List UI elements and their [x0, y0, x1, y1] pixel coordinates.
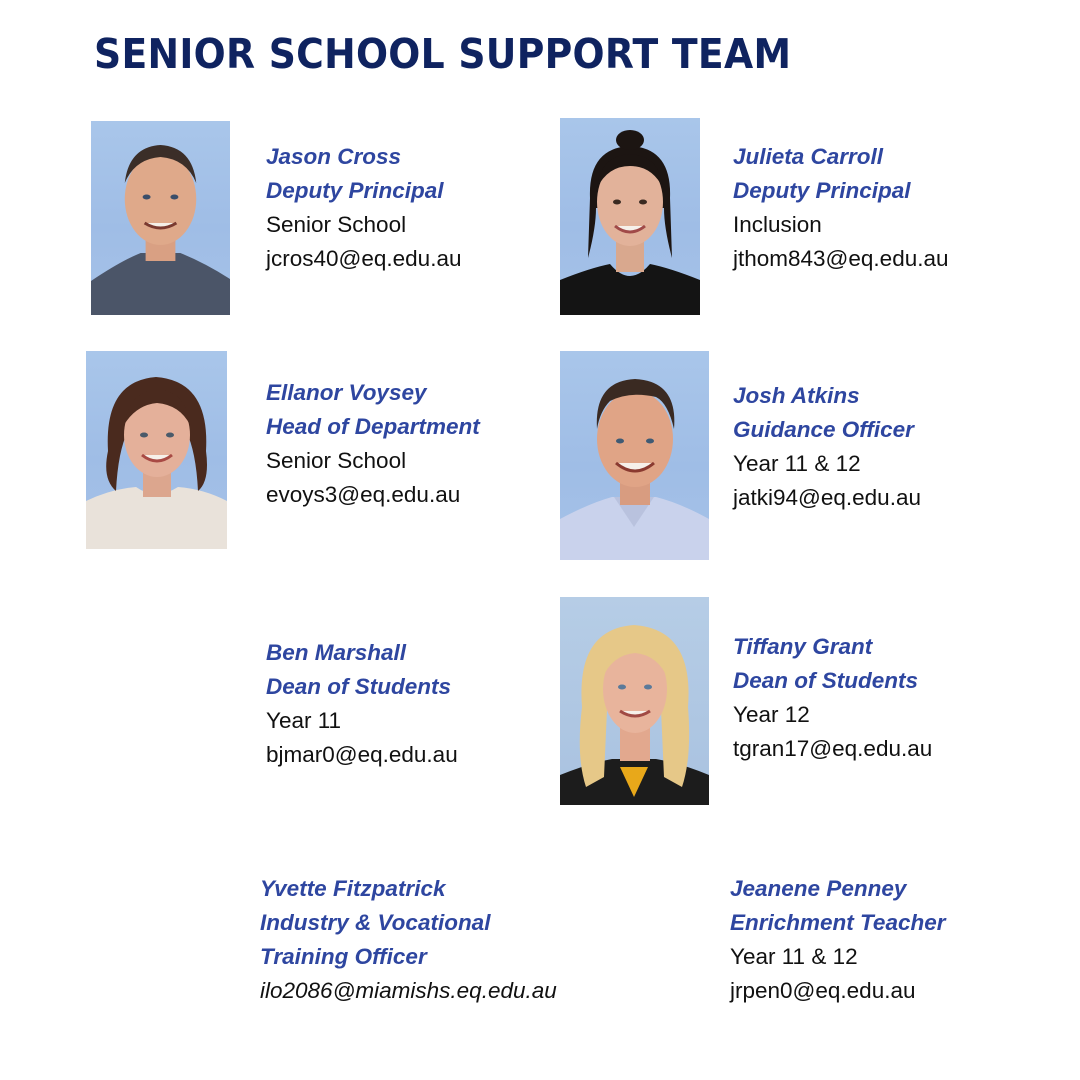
staff-area: Inclusion: [733, 212, 822, 237]
staff-name: Yvette Fitzpatrick: [260, 876, 446, 901]
staff-name: Jeanene Penney: [730, 876, 907, 901]
staff-role: Deputy Principal: [266, 178, 444, 203]
staff-photo-ellanor-voysey: [86, 351, 227, 549]
staff-area: Year 11: [266, 708, 342, 733]
staff-name: Josh Atkins: [733, 383, 860, 408]
staff-email[interactable]: bjmar0@eq.edu.au: [266, 742, 458, 767]
staff-photo-tiffany-grant: [560, 597, 709, 805]
staff-card-yvette-fitzpatrick: [260, 872, 557, 1008]
staff-role: Guidance Officer: [733, 417, 914, 442]
staff-area: Year 12: [733, 702, 810, 727]
staff-email[interactable]: tgran17@eq.edu.au: [733, 736, 933, 761]
staff-name: Jason Cross: [266, 144, 402, 169]
staff-email[interactable]: jcros40@eq.edu.au: [266, 246, 462, 271]
staff-role: Dean of Students: [266, 674, 452, 699]
staff-photo-josh-atkins: [560, 351, 709, 560]
staff-card-tiffany-grant: [733, 630, 932, 766]
staff-card-jason-cross: [266, 140, 461, 276]
staff-name: Tiffany Grant: [733, 634, 873, 659]
staff-role: Enrichment Teacher: [730, 910, 946, 935]
staff-role: Head of Department: [266, 414, 480, 439]
staff-card-ellanor-voysey: [266, 376, 480, 512]
staff-role: Industry & Vocational: [260, 910, 491, 935]
staff-card-julieta-carroll: [733, 140, 949, 276]
staff-card-josh-atkins: [733, 379, 921, 515]
staff-email[interactable]: ilo2086@miamishs.eq.edu.au: [260, 978, 557, 1003]
staff-email[interactable]: jrpen0@eq.edu.au: [730, 978, 916, 1003]
staff-email[interactable]: jthom843@eq.edu.au: [733, 246, 949, 271]
staff-email[interactable]: evoys3@eq.edu.au: [266, 482, 461, 507]
staff-role: Deputy Principal: [733, 178, 911, 203]
page-title: SENIOR SCHOOL SUPPORT TEAM: [94, 30, 792, 78]
staff-email[interactable]: jatki94@eq.edu.au: [733, 485, 921, 510]
staff-area: Year 11 & 12: [730, 944, 858, 969]
staff-role: Dean of Students: [733, 668, 919, 693]
staff-name: Ben Marshall: [266, 640, 407, 665]
staff-name: Julieta Carroll: [733, 144, 884, 169]
staff-role-line-2: Training Officer: [260, 944, 427, 969]
staff-card-ben-marshall: [266, 636, 458, 772]
staff-area: Year 11 & 12: [733, 451, 861, 476]
staff-name: Ellanor Voysey: [266, 380, 427, 405]
staff-card-jeanene-penney: [730, 872, 946, 1008]
staff-photo-julieta-carroll: [560, 118, 700, 315]
staff-area: Senior School: [266, 448, 407, 473]
staff-photo-jason-cross: [91, 121, 230, 315]
staff-area: Senior School: [266, 212, 407, 237]
